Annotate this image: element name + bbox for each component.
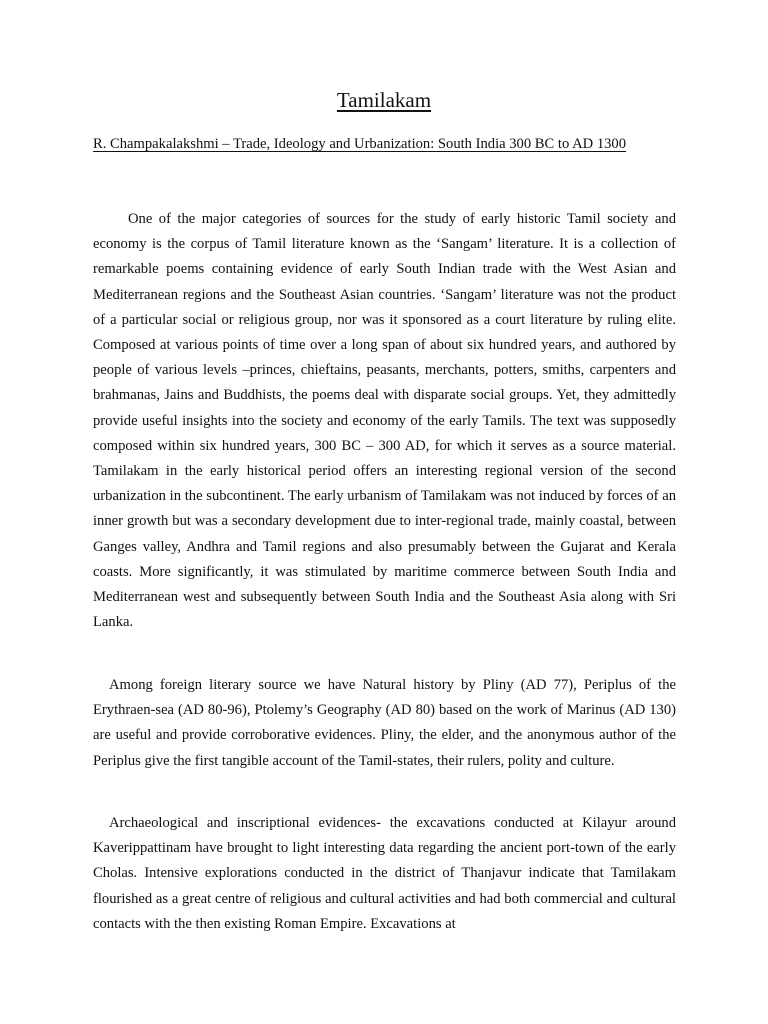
paragraph-archaeological-evidence: Archaeological and inscriptional evidences- the excavations conducted at Kilayur around Kaverippattinam have brought to light interesting data regarding the ancient port-town of the early Cholas. Intensive explorations conducted in the district of Thanjavur indicate that Tamilakam flourished as a great centre of religious and cultural activities and had both commercial and cultural contacts with the then existing Roman Empire. Excavations at: [93, 815, 676, 932]
paragraph-sangam-literature: One of the major categories of sources for the study of early historic Tamil society and economy is the corpus of Tamil literature known as the ‘Sangam’ literature. It is a collection of remarkable poems containing evidence of early South Indian trade with the West Asian and Mediterranean regions and the Southeast Asian countries. ‘Sangam’ literature was not the product of a particular social or religious group, nor was it sponsored as a court literature by ruling elite. Composed at various points of time over a long span of about six hundred years, and authored by people of various levels –princes, chieftains, peasants, merchants, potters, smiths, carpenters and brahmanas, Jains and Buddhists, the poems deal with disparate social groups. Yet, they admittedly provide useful insights into the society and economy of the early Tamils. The text was supposedly composed within six hundred years, 300 BC – 300 AD, for which it serves as a source material. Tamilakam in the early historical period offers an interesting regional version of the second urbanization in the subcontinent. The early urbanism of Tamilakam was not induced by forces of an inner growth but was a secondary development due to inter-regional trade, mainly coastal, between Ganges valley, Andhra and Tamil regions and also presumably between the Gujarat and Kerala coasts. More significantly, it was stimulated by maritime commerce between South India and Mediterranean west and subsequently between South India and the Southeast Asia along with Sri Lanka.: [93, 211, 676, 631]
source-citation: R. Champakalakshmi – Trade, Ideology and Urbanization: South India 300 BC to AD 1300: [93, 136, 627, 152]
page-title: Tamilakam: [336, 88, 432, 112]
paragraph-foreign-sources: Among foreign literary source we have Natural history by Pliny (AD 77), Periplus of the Erythraen-sea (AD 80-96), Ptolemy’s Geography (AD 80) based on the work of Marinus (AD 130) are useful and provide corroborative evidences. Pliny, the elder, and the anonymous author of the Periplus give the first tangible account of the Tamil-states, their rulers, polity and culture.: [93, 677, 676, 769]
